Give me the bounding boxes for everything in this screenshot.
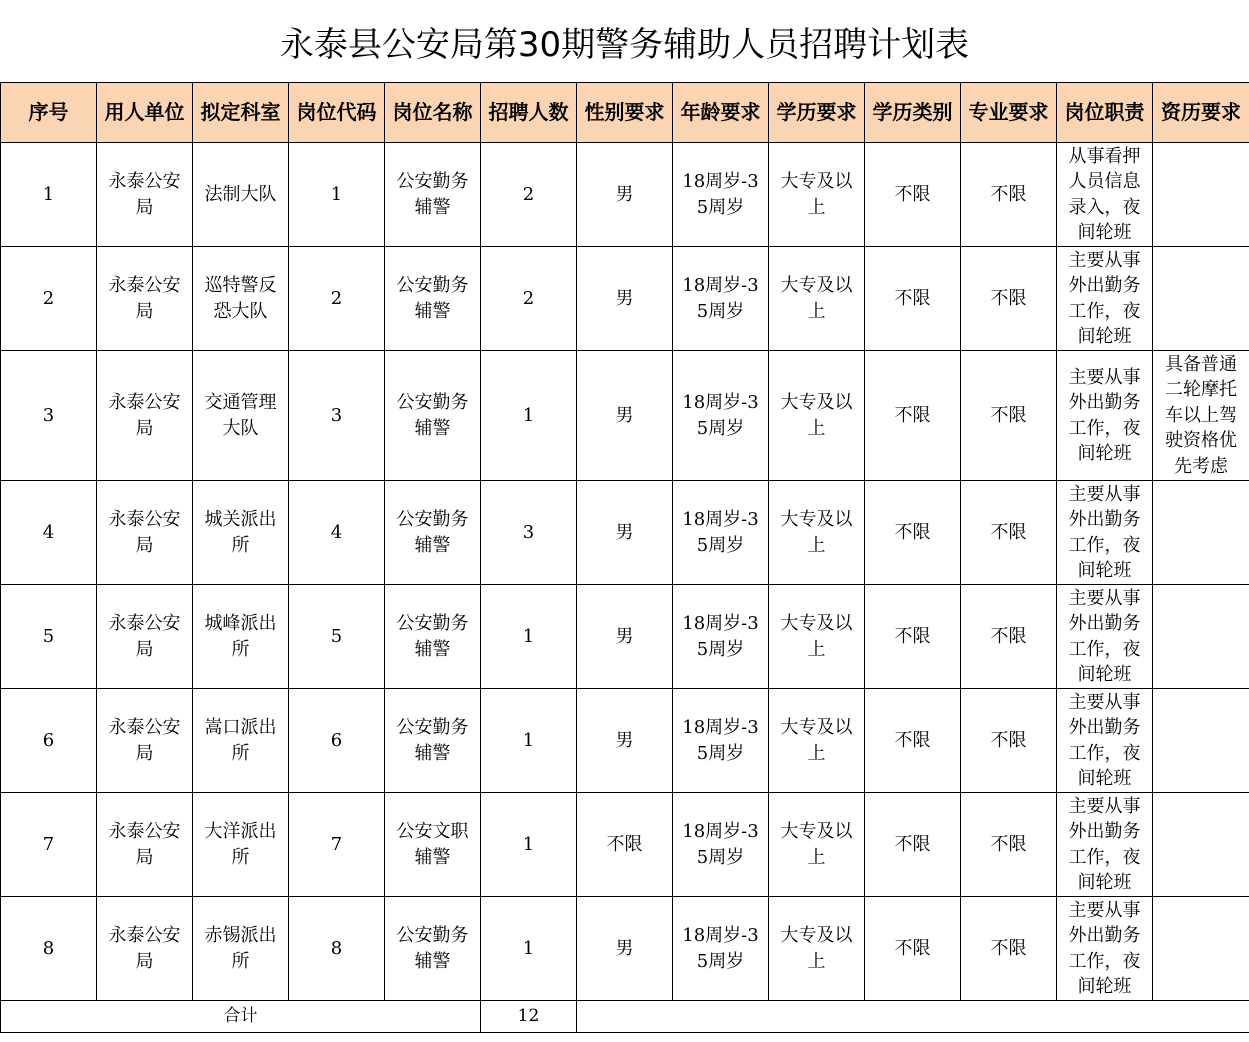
cell-gender: 男 bbox=[577, 143, 673, 247]
cell-qual bbox=[1153, 143, 1249, 247]
cell-edu: 大专及以上 bbox=[769, 897, 865, 1001]
cell-gender: 男 bbox=[577, 351, 673, 481]
cell-age: 18周岁-35周岁 bbox=[673, 793, 769, 897]
cell-duty: 主要从事外出勤务工作，夜间轮班 bbox=[1057, 481, 1153, 585]
cell-edu-type: 不限 bbox=[865, 585, 961, 689]
cell-gender: 男 bbox=[577, 585, 673, 689]
table-row bbox=[1, 689, 1249, 793]
cell-major: 不限 bbox=[961, 143, 1057, 247]
cell-gender: 男 bbox=[577, 897, 673, 1001]
cell-dept: 嵩口派出所 bbox=[193, 689, 289, 793]
cell-count: 1 bbox=[481, 689, 577, 793]
cell-count: 1 bbox=[481, 793, 577, 897]
cell-name: 公安勤务辅警 bbox=[385, 351, 481, 481]
table-row bbox=[1, 585, 1249, 689]
cell-unit: 永泰公安局 bbox=[97, 897, 193, 1001]
cell-major: 不限 bbox=[961, 247, 1057, 351]
table-row bbox=[1, 793, 1249, 897]
cell-edu-type: 不限 bbox=[865, 793, 961, 897]
cell-code: 8 bbox=[289, 897, 385, 1001]
cell-edu-type: 不限 bbox=[865, 481, 961, 585]
cell-count: 1 bbox=[481, 351, 577, 481]
table-row bbox=[1, 247, 1249, 351]
cell-age: 18周岁-35周岁 bbox=[673, 143, 769, 247]
cell-no: 5 bbox=[1, 585, 97, 689]
cell-major: 不限 bbox=[961, 689, 1057, 793]
cell-name: 公安勤务辅警 bbox=[385, 897, 481, 1001]
cell-code: 1 bbox=[289, 143, 385, 247]
cell-edu: 大专及以上 bbox=[769, 689, 865, 793]
header-cell: 性别要求 bbox=[577, 83, 673, 143]
cell-dept: 赤锡派出所 bbox=[193, 897, 289, 1001]
total-empty bbox=[577, 1001, 1249, 1033]
cell-dept: 城关派出所 bbox=[193, 481, 289, 585]
cell-unit: 永泰公安局 bbox=[97, 481, 193, 585]
header-cell: 岗位代码 bbox=[289, 83, 385, 143]
header-cell: 招聘人数 bbox=[481, 83, 577, 143]
cell-code: 6 bbox=[289, 689, 385, 793]
table-row bbox=[1, 351, 1249, 481]
header-cell: 学历要求 bbox=[769, 83, 865, 143]
cell-no: 6 bbox=[1, 689, 97, 793]
cell-dept: 城峰派出所 bbox=[193, 585, 289, 689]
cell-unit: 永泰公安局 bbox=[97, 793, 193, 897]
cell-duty: 主要从事外出勤务工作，夜间轮班 bbox=[1057, 689, 1153, 793]
cell-gender: 男 bbox=[577, 247, 673, 351]
cell-unit: 永泰公安局 bbox=[97, 351, 193, 481]
total-label: 合计 bbox=[1, 1001, 481, 1033]
cell-duty: 主要从事外出勤务工作，夜间轮班 bbox=[1057, 897, 1153, 1001]
cell-unit: 永泰公安局 bbox=[97, 247, 193, 351]
cell-dept: 大洋派出所 bbox=[193, 793, 289, 897]
cell-dept: 交通管理大队 bbox=[193, 351, 289, 481]
cell-count: 1 bbox=[481, 585, 577, 689]
cell-name: 公安勤务辅警 bbox=[385, 247, 481, 351]
header-cell: 学历类别 bbox=[865, 83, 961, 143]
cell-duty: 主要从事外出勤务工作，夜间轮班 bbox=[1057, 793, 1153, 897]
page-title: 永泰县公安局第30期警务辅助人员招聘计划表 bbox=[279, 24, 970, 65]
cell-age: 18周岁-35周岁 bbox=[673, 247, 769, 351]
cell-edu-type: 不限 bbox=[865, 689, 961, 793]
header-cell: 专业要求 bbox=[961, 83, 1057, 143]
cell-duty: 从事看押人员信息录入，夜间轮班 bbox=[1057, 143, 1153, 247]
total-row bbox=[1, 1001, 1249, 1033]
cell-age: 18周岁-35周岁 bbox=[673, 897, 769, 1001]
cell-major: 不限 bbox=[961, 481, 1057, 585]
cell-edu: 大专及以上 bbox=[769, 481, 865, 585]
cell-no: 3 bbox=[1, 351, 97, 481]
cell-code: 4 bbox=[289, 481, 385, 585]
recruitment-table bbox=[0, 82, 1249, 1033]
header-cell: 拟定科室 bbox=[193, 83, 289, 143]
cell-major: 不限 bbox=[961, 585, 1057, 689]
table-row bbox=[1, 481, 1249, 585]
cell-age: 18周岁-35周岁 bbox=[673, 481, 769, 585]
cell-qual bbox=[1153, 793, 1249, 897]
total-count: 12 bbox=[481, 1001, 577, 1033]
cell-age: 18周岁-35周岁 bbox=[673, 689, 769, 793]
cell-edu: 大专及以上 bbox=[769, 247, 865, 351]
cell-edu: 大专及以上 bbox=[769, 793, 865, 897]
cell-duty: 主要从事外出勤务工作，夜间轮班 bbox=[1057, 585, 1153, 689]
cell-no: 4 bbox=[1, 481, 97, 585]
cell-no: 8 bbox=[1, 897, 97, 1001]
cell-major: 不限 bbox=[961, 793, 1057, 897]
cell-gender: 男 bbox=[577, 481, 673, 585]
header-cell: 岗位职责 bbox=[1057, 83, 1153, 143]
cell-name: 公安文职辅警 bbox=[385, 793, 481, 897]
cell-dept: 巡特警反恐大队 bbox=[193, 247, 289, 351]
cell-unit: 永泰公安局 bbox=[97, 143, 193, 247]
cell-no: 7 bbox=[1, 793, 97, 897]
cell-duty: 主要从事外出勤务工作，夜间轮班 bbox=[1057, 247, 1153, 351]
cell-code: 2 bbox=[289, 247, 385, 351]
cell-count: 2 bbox=[481, 247, 577, 351]
cell-qual bbox=[1153, 481, 1249, 585]
cell-edu-type: 不限 bbox=[865, 143, 961, 247]
cell-no: 2 bbox=[1, 247, 97, 351]
cell-qual bbox=[1153, 897, 1249, 1001]
cell-code: 5 bbox=[289, 585, 385, 689]
cell-edu-type: 不限 bbox=[865, 247, 961, 351]
cell-age: 18周岁-35周岁 bbox=[673, 585, 769, 689]
cell-count: 3 bbox=[481, 481, 577, 585]
cell-name: 公安勤务辅警 bbox=[385, 689, 481, 793]
cell-count: 2 bbox=[481, 143, 577, 247]
cell-name: 公安勤务辅警 bbox=[385, 481, 481, 585]
header-cell: 序号 bbox=[1, 83, 97, 143]
cell-no: 1 bbox=[1, 143, 97, 247]
header-cell: 用人单位 bbox=[97, 83, 193, 143]
cell-major: 不限 bbox=[961, 351, 1057, 481]
cell-qual: 具备普通二轮摩托车以上驾驶资格优先考虑 bbox=[1153, 351, 1249, 481]
cell-name: 公安勤务辅警 bbox=[385, 143, 481, 247]
header-row bbox=[1, 83, 1249, 143]
cell-unit: 永泰公安局 bbox=[97, 585, 193, 689]
cell-edu: 大专及以上 bbox=[769, 351, 865, 481]
cell-edu-type: 不限 bbox=[865, 897, 961, 1001]
cell-qual bbox=[1153, 585, 1249, 689]
cell-name: 公安勤务辅警 bbox=[385, 585, 481, 689]
cell-code: 3 bbox=[289, 351, 385, 481]
cell-major: 不限 bbox=[961, 897, 1057, 1001]
cell-dept: 法制大队 bbox=[193, 143, 289, 247]
cell-duty: 主要从事外出勤务工作，夜间轮班 bbox=[1057, 351, 1153, 481]
table-row bbox=[1, 143, 1249, 247]
header-cell: 岗位名称 bbox=[385, 83, 481, 143]
cell-edu: 大专及以上 bbox=[769, 585, 865, 689]
table-row bbox=[1, 897, 1249, 1001]
cell-count: 1 bbox=[481, 897, 577, 1001]
header-cell: 资历要求 bbox=[1153, 83, 1249, 143]
cell-edu: 大专及以上 bbox=[769, 143, 865, 247]
cell-qual bbox=[1153, 247, 1249, 351]
cell-unit: 永泰公安局 bbox=[97, 689, 193, 793]
cell-age: 18周岁-35周岁 bbox=[673, 351, 769, 481]
cell-edu-type: 不限 bbox=[865, 351, 961, 481]
cell-qual bbox=[1153, 689, 1249, 793]
header-cell: 年龄要求 bbox=[673, 83, 769, 143]
cell-code: 7 bbox=[289, 793, 385, 897]
cell-gender: 不限 bbox=[577, 793, 673, 897]
cell-gender: 男 bbox=[577, 689, 673, 793]
